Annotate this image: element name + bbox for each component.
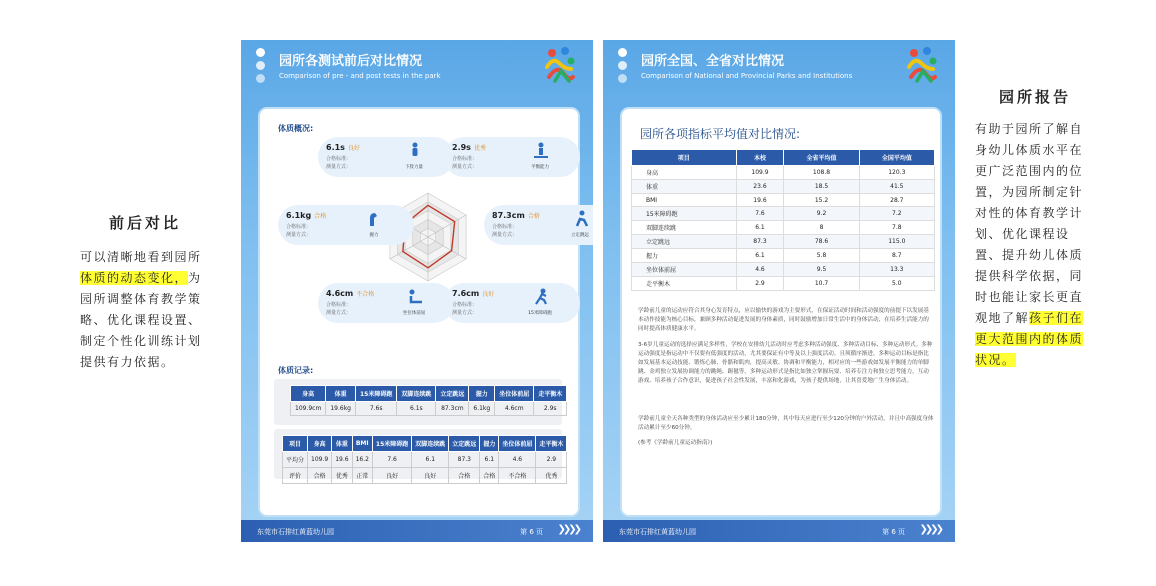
table-row [632, 166, 935, 180]
report-title: 园所报告 [998, 88, 1071, 106]
table-header-cell: 坐位体前屈 [499, 436, 536, 452]
bubble-value: 2.9s 优秀 [452, 143, 486, 152]
table-cell: 15米障碍跑 [632, 207, 737, 221]
table-cell: 115.0 [859, 235, 934, 249]
table-cell: 10.7 [784, 277, 859, 291]
page-subtitle: Comparison of pre - and post tests in the park [279, 72, 441, 80]
table-row [283, 452, 567, 468]
table-cell: 41.5 [859, 180, 934, 194]
table-cell: 109.9cm [291, 402, 326, 416]
table-cell: 4.6 [736, 263, 784, 277]
page-footer [241, 520, 593, 542]
bubble-standard: 合格标准： [452, 302, 478, 308]
highlight-text: 体质的动态变化， [80, 271, 189, 285]
bubble-standard: 合格标准： [286, 224, 312, 230]
table-cell: 120.3 [859, 166, 934, 180]
table-cell: 握力 [632, 249, 737, 263]
record-label: 体质记录: [278, 366, 314, 375]
table-cell: 7.2 [859, 207, 934, 221]
before-after-text [80, 247, 210, 373]
table-cell: 6.1 [736, 221, 784, 235]
table-header-cell: 体重 [326, 386, 356, 402]
table-cell: 7.6s [355, 402, 396, 416]
bubble-method: 测量方式： [326, 164, 352, 170]
table-row [632, 249, 935, 263]
balance-icon [532, 142, 550, 160]
bubble-standard: 合格标准： [326, 302, 352, 308]
bubble-name: 平衡能力 [531, 165, 549, 170]
bubble-standard: 合格标准： [326, 156, 352, 162]
table-header-cell: 15米障碍跑 [372, 436, 411, 452]
table-cell: 19.6kg [326, 402, 356, 416]
table-cell: 优秀 [332, 468, 352, 484]
footer-page-number: 第 6 页 [520, 528, 543, 536]
table-cell: 评价 [283, 468, 308, 484]
table-header-cell: 立定跳远 [449, 436, 480, 452]
chevrons-icon: ❯❯❯❯ [557, 524, 579, 535]
table-cell: 87.3 [449, 452, 480, 468]
table-cell: 109.9 [308, 452, 332, 468]
page-title: 园所各测试前后对比情况 [279, 54, 423, 69]
table-cell: 6.1 [412, 452, 449, 468]
table-cell: 8.7 [859, 249, 934, 263]
table-cell: 7.8 [859, 221, 934, 235]
table-cell: 15.2 [784, 194, 859, 207]
table-cell: 4.6 [499, 452, 536, 468]
stat-bubble-sit-reach [318, 283, 454, 323]
table-cell: 87.3cm [436, 402, 469, 416]
table-cell: 109.9 [736, 166, 784, 180]
table-cell: 9.5 [784, 263, 859, 277]
table-cell: 2.9s [534, 402, 567, 416]
chevrons-icon: ❯❯❯❯ [919, 524, 941, 535]
bubble-name: 立定跳远 [571, 233, 589, 238]
table-cell: 5.8 [784, 249, 859, 263]
table-header-cell: 项目 [632, 150, 737, 166]
report-panel [975, 86, 1095, 371]
table-cell: 4.6cm [495, 402, 534, 416]
stat-bubble-obstacle-run [444, 283, 580, 323]
table-row [632, 180, 935, 194]
guideline-paragraph-3: 学龄前儿童全天各种类型的身体活动应至少累计180分钟，其中每天应进行至少120分钟的户外活动，并且中高强度身体活动累计至少60分钟。 [638, 416, 934, 431]
table-cell: 体重 [632, 180, 737, 194]
table-cell: 78.6 [784, 235, 859, 249]
page-header [603, 40, 955, 96]
guideline-reference: (参考《学龄前儿童运动指南》) [638, 440, 713, 446]
table-header-cell: BMI [352, 436, 372, 452]
table-cell: 18.5 [784, 180, 859, 194]
table-header-cell: 身高 [291, 386, 326, 402]
table-cell: 走平衡木 [632, 277, 737, 291]
table-cell: 合格 [308, 468, 332, 484]
header-dots-icon [618, 48, 627, 87]
kindergarten-logo-icon [905, 47, 939, 83]
table-cell: 2.9 [736, 277, 784, 291]
bubble-name: 下肢力量 [405, 165, 423, 170]
table-cell: 身高 [632, 166, 737, 180]
score-table [282, 435, 567, 484]
table-header-cell: 全国平均值 [859, 150, 934, 166]
jumping-person-icon [572, 210, 590, 228]
table-header-cell: 项目 [283, 436, 308, 452]
bubble-value: 6.1kg 合格 [286, 211, 327, 220]
table-row [632, 235, 935, 249]
stat-bubble-grip [278, 205, 414, 245]
table-cell: 6.1s [397, 402, 436, 416]
running-person-icon [532, 288, 550, 306]
highlight-text: 孩子们在更大范围内的体质状况。 [975, 311, 1084, 367]
table-header-cell: 走平衡木 [536, 436, 567, 452]
table-cell: 合格 [449, 468, 480, 484]
table-cell: 2.9 [536, 452, 567, 468]
table-cell: BMI [632, 194, 737, 207]
table-row [283, 468, 567, 484]
table-cell: 6.1 [480, 452, 499, 468]
table-cell: 平均分 [283, 452, 308, 468]
table-header-cell: 双脚连续跳 [412, 436, 449, 452]
table-header-cell: 15米障碍跑 [355, 386, 396, 402]
table-row [291, 402, 567, 416]
bubble-value: 87.3cm 合格 [492, 211, 540, 220]
stat-bubble-balance [444, 137, 580, 177]
table-cell: 6.1kg [469, 402, 495, 416]
bubble-name: 15米障碍跑 [528, 311, 552, 316]
bubble-value: 7.6cm 良好 [452, 289, 495, 298]
kindergarten-logo-icon [543, 47, 577, 83]
table-cell: 优秀 [536, 468, 567, 484]
header-dots-icon [256, 48, 265, 87]
page-header [241, 40, 593, 96]
bubble-method: 测量方式： [286, 232, 312, 238]
page-national-comparison [603, 40, 955, 542]
table-cell: 23.6 [736, 180, 784, 194]
before-after-panel [80, 212, 210, 373]
table-cell: 108.8 [784, 166, 859, 180]
table-cell: 合格 [480, 468, 499, 484]
table-header-cell: 身高 [308, 436, 332, 452]
table-cell: 7.6 [372, 452, 411, 468]
table-header-cell: 双脚连续跳 [397, 386, 436, 402]
footer-page-number: 第 6 页 [882, 528, 905, 536]
standing-person-icon [406, 142, 424, 160]
footer-school: 东莞市石排红黄蓝幼儿园 [257, 528, 334, 536]
stat-bubble-long-jump [484, 205, 593, 245]
record-table [290, 385, 567, 416]
table-cell: 坐位体前屈 [632, 263, 737, 277]
table-header-cell: 本校 [736, 150, 784, 166]
text-part: 可以清晰地看到园所 [80, 250, 202, 264]
table-header-cell: 握力 [480, 436, 499, 452]
table-row [632, 194, 935, 207]
footer-school: 东莞市石排红黄蓝幼儿园 [619, 528, 696, 536]
table-cell: 双脚连续跳 [632, 221, 737, 235]
table-header-cell: 体重 [332, 436, 352, 452]
table-cell: 5.0 [859, 277, 934, 291]
table-cell: 7.6 [736, 207, 784, 221]
table-cell: 19.6 [332, 452, 352, 468]
table-cell: 不合格 [499, 468, 536, 484]
table-row [632, 221, 935, 235]
table-header-cell: 握力 [469, 386, 495, 402]
table-header-cell: 走平衡木 [534, 386, 567, 402]
page-footer [603, 520, 955, 542]
comparison-card [620, 107, 942, 517]
bubble-method: 测量方式： [492, 232, 518, 238]
bubble-value: 4.6cm 不合格 [326, 289, 375, 298]
sitting-stretch-icon [406, 288, 424, 306]
bubble-method: 测量方式： [452, 164, 478, 170]
report-text [975, 119, 1095, 371]
table-cell: 良好 [372, 468, 411, 484]
flexed-arm-icon [366, 210, 384, 228]
table-cell: 立定跳远 [632, 235, 737, 249]
stat-bubble-lower-body [318, 137, 454, 177]
table-header-cell: 全省平均值 [784, 150, 859, 166]
bubble-standard: 合格标准： [452, 156, 478, 162]
table-header-cell: 立定跳远 [436, 386, 469, 402]
table-row [632, 277, 935, 291]
table-cell: 6.1 [736, 249, 784, 263]
table-cell: 良好 [412, 468, 449, 484]
table-row [632, 207, 935, 221]
before-after-title: 前后对比 [108, 214, 181, 232]
table-cell: 13.3 [859, 263, 934, 277]
bubble-value: 6.1s 良好 [326, 143, 360, 152]
table-header-cell: 坐位体前屈 [495, 386, 534, 402]
page-title: 园所全国、全省对比情况 [641, 54, 785, 69]
page-subtitle: Comparison of National and Provincial Parks and Institutions [641, 72, 853, 80]
table-cell: 87.3 [736, 235, 784, 249]
fitness-card [258, 107, 589, 517]
bubble-method: 测量方式： [326, 310, 352, 316]
table-cell: 正常 [352, 468, 372, 484]
bubble-method: 测量方式： [452, 310, 478, 316]
page-pre-post-comparison [241, 40, 593, 542]
table-cell: 16.2 [352, 452, 372, 468]
guideline-paragraph-2: 3-6岁儿童运动的选择应满足多样性，学校在安排幼儿活动时应考虑多种活动强度、多种活动目标、多种运动形式。多种运动强度是指运动中不仅要有低强度的活动，尤其要保证有中等及以上强度活动。且须循序渐进。多种运动目标是指比如发展基本运动技能、锻炼心肺、骨骼和肌肉，提高灵敏、协调和平衡能力，相对应的一些游戏如发展平衡能力的单脚跳、金鸡独立发展协调能力的跳绳、踢毽等，多种运动形式是指比如独立掌握玩耍、培养专注力和独立思考能力，互动游戏、培养孩子合作意识，促进孩子社会性发展，丰富和化游戏，为孩子提供场地，让其喜爱地广生身体活动。 [638, 342, 933, 384]
table-cell: 9.2 [784, 207, 859, 221]
table-cell: 19.6 [736, 194, 784, 207]
bubble-name: 握力 [369, 233, 379, 238]
table-row [632, 263, 935, 277]
comparison-title: 园所各项指标平均值对比情况: [640, 127, 801, 141]
table-cell: 8 [784, 221, 859, 235]
text-part: 为园所调整体育教学策略、优化课程设置、制定个性化训练计划提供有力依据。 [80, 271, 202, 369]
table-cell: 28.7 [859, 194, 934, 207]
overview-label: 体质概况: [278, 124, 314, 133]
bubble-name: 坐位体前屈 [402, 311, 426, 316]
guideline-paragraph-1: 学龄前儿童的运动应符合其身心发育特点，应以愉快的游戏为主要形式，在保证活动时间和活动强度的前提下以发展基本动作技能为核心目标，兼顾多种活动促进发展的身体素质，同时鼓励增加日常生活中的身体活动，在培养生活能力的同时提高体质健康水平。 [638, 308, 929, 332]
text-part: 有助于园所了解自身幼儿体质水平在更广泛范围内的位置，为园所制定针对性的体育教学计划、优化课程设置、提升幼儿体质提供科学依据，同时也能让家长更直观地了解 [975, 122, 1084, 325]
bubble-standard: 合格标准： [492, 224, 518, 230]
comparison-table [631, 149, 935, 291]
